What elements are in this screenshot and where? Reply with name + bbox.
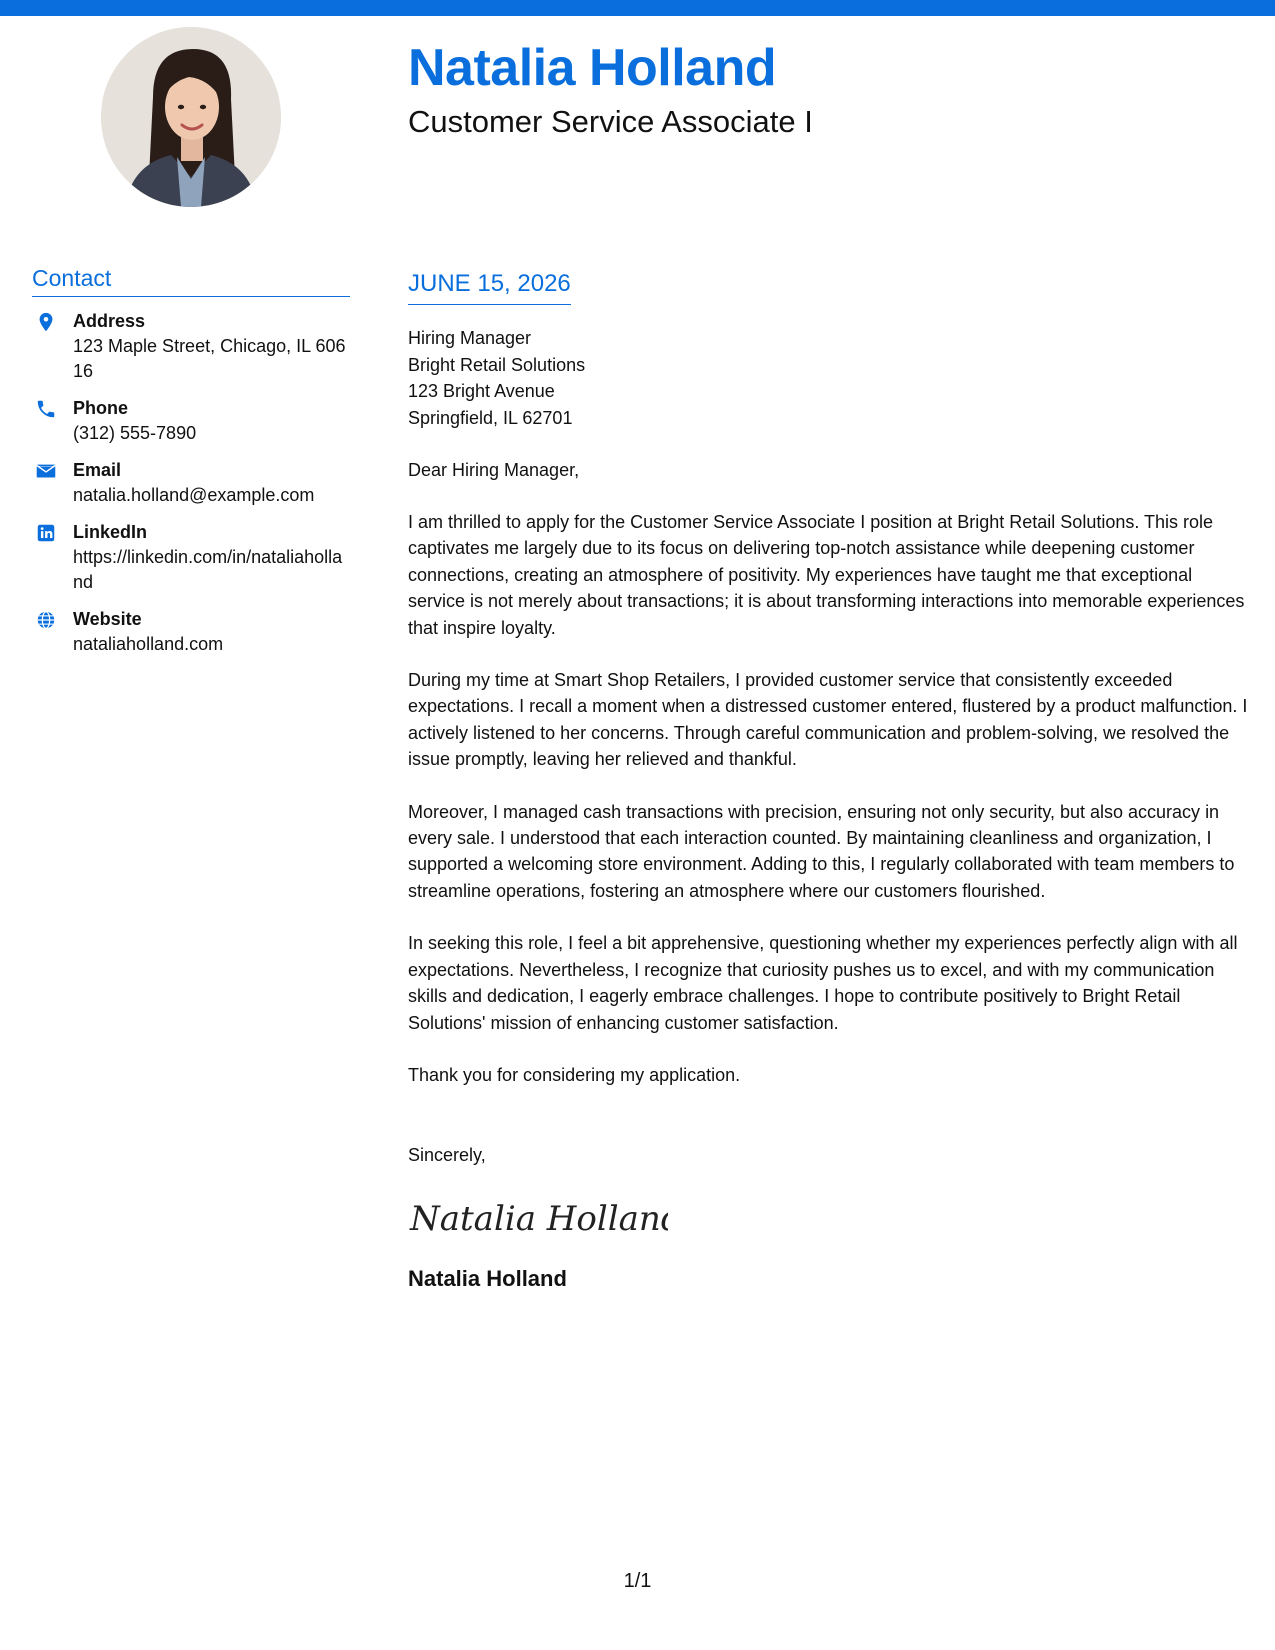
applicant-name: Natalia Holland: [408, 39, 777, 97]
contact-label: Phone: [73, 398, 129, 418]
body-paragraph: In seeking this role, I feel a bit apprehensive, questioning whether my experiences perfectly align with all expectations. Nevertheless, I recognize that curiosity pushes us to excel, and with my communication skills and dedication, I eagerly embrace challenges. I hope to contribute positively to Bright Retail Solutions' mission of enhancing customer satisfaction.: [408, 933, 1238, 1033]
signature-drawing: [408, 1190, 668, 1246]
globe-icon: [35, 609, 57, 631]
signature-text: Natalia Holland: [410, 1199, 668, 1240]
portrait-illustration: [101, 27, 281, 207]
signed-name: Natalia Holland: [408, 1266, 567, 1292]
recipient-line: Springfield, IL 62701: [408, 407, 573, 428]
top-accent-bar: [0, 0, 1275, 16]
contact-item-email: [32, 458, 350, 508]
contact-value: (312) 555-7890: [73, 423, 197, 443]
closing: Sincerely,: [408, 1145, 486, 1166]
salutation: Dear Hiring Manager,: [408, 460, 580, 480]
map-pin-icon: [35, 311, 57, 333]
contact-item-address: [32, 309, 350, 384]
contact-item-phone: [32, 396, 350, 446]
body-paragraph: Moreover, I managed cash transactions with precision, ensuring not only security, but also accuracy in every sale. I understood that each interaction counted. By maintaining cleanliness and organization, I supported a welcoming store environment. Adding to this, I regularly collaborated with team members to streamline operations, fostering an atmosphere where our customers flourished.: [408, 801, 1235, 901]
contact-value: 123 Maple Street, Chicago, IL 60616: [73, 336, 346, 381]
recipient-line: 123 Bright Avenue: [408, 381, 555, 401]
body-paragraph: I am thrilled to apply for the Customer Service Associate I position at Bright Retail Solutions. This role captivates me largely due to its focus on delivering top-notch assistance while deepening customer connections, creating an atmosphere of positivity. My experiences have taught me that exceptional service is not merely about transactions; it is about transforming interactions into memorable experiences that inspire loyalty.: [408, 512, 1245, 638]
contact-value[interactable]: nataliaholland.com: [73, 634, 224, 654]
job-title: Customer Service Associate I: [408, 104, 813, 139]
contact-label: Address: [73, 311, 146, 331]
phone-icon: [35, 398, 57, 420]
contact-label: LinkedIn: [73, 522, 148, 542]
contact-item-website: [32, 607, 350, 657]
page-number: 1/1: [623, 1570, 652, 1592]
handwritten-signature: [408, 1190, 1253, 1246]
body-paragraph: During my time at Smart Shop Retailers, I provided customer service that consistently exceeded expectations. I recall a moment when a distressed customer entered, flustered by a product malfunction. I actively listened to her concerns. Through careful communication and problem-solving, we resolved the issue promptly, leaving her relieved and thankful.: [408, 670, 1248, 770]
profile-photo: [101, 27, 281, 207]
envelope-icon: [35, 460, 57, 482]
contact-label: Email: [73, 460, 122, 480]
linkedin-icon: [35, 522, 57, 544]
body-paragraph: Thank you for considering my application.: [408, 1064, 741, 1085]
contact-value[interactable]: natalia.holland@example.com: [73, 485, 315, 505]
contact-value[interactable]: https://linkedin.com/in/nataliaholland: [73, 547, 343, 592]
contact-label: Website: [73, 609, 142, 629]
contact-heading: Contact: [32, 265, 350, 297]
recipient-line: Bright Retail Solutions: [408, 354, 586, 375]
contact-section: [32, 265, 350, 669]
letter-date: JUNE 15, 2026: [408, 270, 571, 305]
recipient-block: [408, 325, 1253, 431]
letter-body: [408, 270, 1253, 1292]
recipient-line: Hiring Manager: [408, 328, 532, 348]
contact-item-linkedin: [32, 520, 350, 595]
